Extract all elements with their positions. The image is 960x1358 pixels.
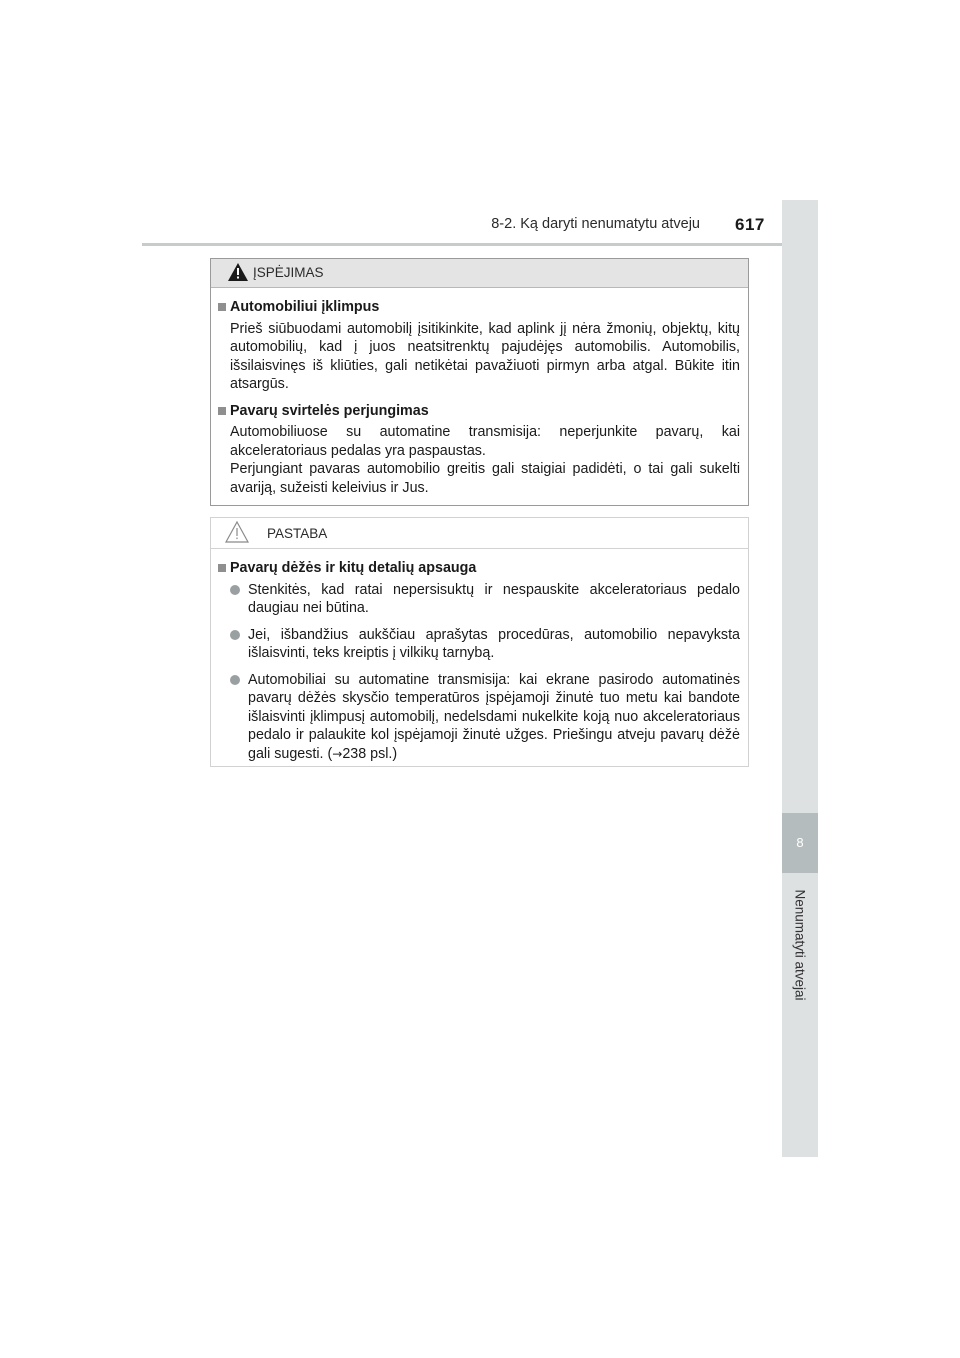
warning-body <box>211 288 748 497</box>
note-section-title: Pavarų dėžės ir kitų detalių apsauga <box>217 559 740 578</box>
warning-box <box>210 258 749 506</box>
note-body <box>211 549 748 763</box>
note-header <box>211 518 748 549</box>
warning-paragraph: Prieš siūbuodami automobilį įsitikinkite, kad aplink jį nėra žmonių, objektų, kitų automobilių, kad į juos neatsitrenktų pajudėjęs automobilis. Automobilis, išsilaisvinęs iš kliūties, gali netikėtai pavažiuoti pirmyn arba atgal. Būkite itin atsargūs. <box>230 320 740 392</box>
note-box <box>210 517 749 767</box>
reference-arrow: → <box>332 746 343 761</box>
warning-section-title: Automobiliui įklimpus <box>217 298 740 317</box>
warning-paragraph: Perjungiant pavaras automobilio greitis gali staigiai padidėti, o tai gali sukelti avariją, sužeisti keleivius ir Jus. <box>230 461 740 496</box>
warning-paragraph: Automobiliuose su automatine transmisija: neperjunkite pavarų, kai akceleratoriaus pedalas yra paspaustas. <box>230 424 740 459</box>
note-label: PASTABA <box>267 526 328 541</box>
section-header: 8-2. Ką daryti nenumatytu atveju <box>491 216 700 232</box>
page-number: 617 <box>735 215 765 234</box>
note-bullet-list <box>217 581 740 764</box>
list-item <box>230 671 740 764</box>
list-item: Stenkitės, kad ratai nepersisuktų ir nespauskite akceleratoriaus pedalo daugiau nei būtina. <box>230 581 740 618</box>
chapter-side-tab <box>782 200 818 1157</box>
warning-label: ĮSPĖJIMAS <box>253 265 324 280</box>
warning-triangle-icon <box>228 263 248 281</box>
list-item: Jei, išbandžius aukščiau aprašytas procedūras, automobilio nepavyksta išlaisvinti, teks kreiptis į vilkikų tarnybą. <box>230 626 740 663</box>
warning-section-title: Pavarų svirtelės perjungimas <box>217 402 740 421</box>
header-divider <box>142 243 818 246</box>
page-reference-open: ( <box>327 745 333 762</box>
caution-triangle-outline-icon <box>225 521 249 543</box>
chapter-number-tab: 8 <box>782 813 818 873</box>
chapter-title-vertical: Nenumatyti atvejai <box>792 889 808 1001</box>
page-reference: 238 psl.) <box>342 745 398 762</box>
warning-header <box>211 259 748 288</box>
list-item-text: Automobiliai su automatine transmisija: kai ekrane pasirodo automatinės pavarų dėžės skysčio temperatūros įspėjamoji žinutė tuo metu kai bandote išlaisvinti įklimpusį automobilį, nedelsdami nukelkite koją nuo akceleratoriaus pedalo ir palaukite kol įspėjamoji žinutė užges. Priešingu atveju pavarų dėžė gali sugesti. <box>248 671 740 762</box>
